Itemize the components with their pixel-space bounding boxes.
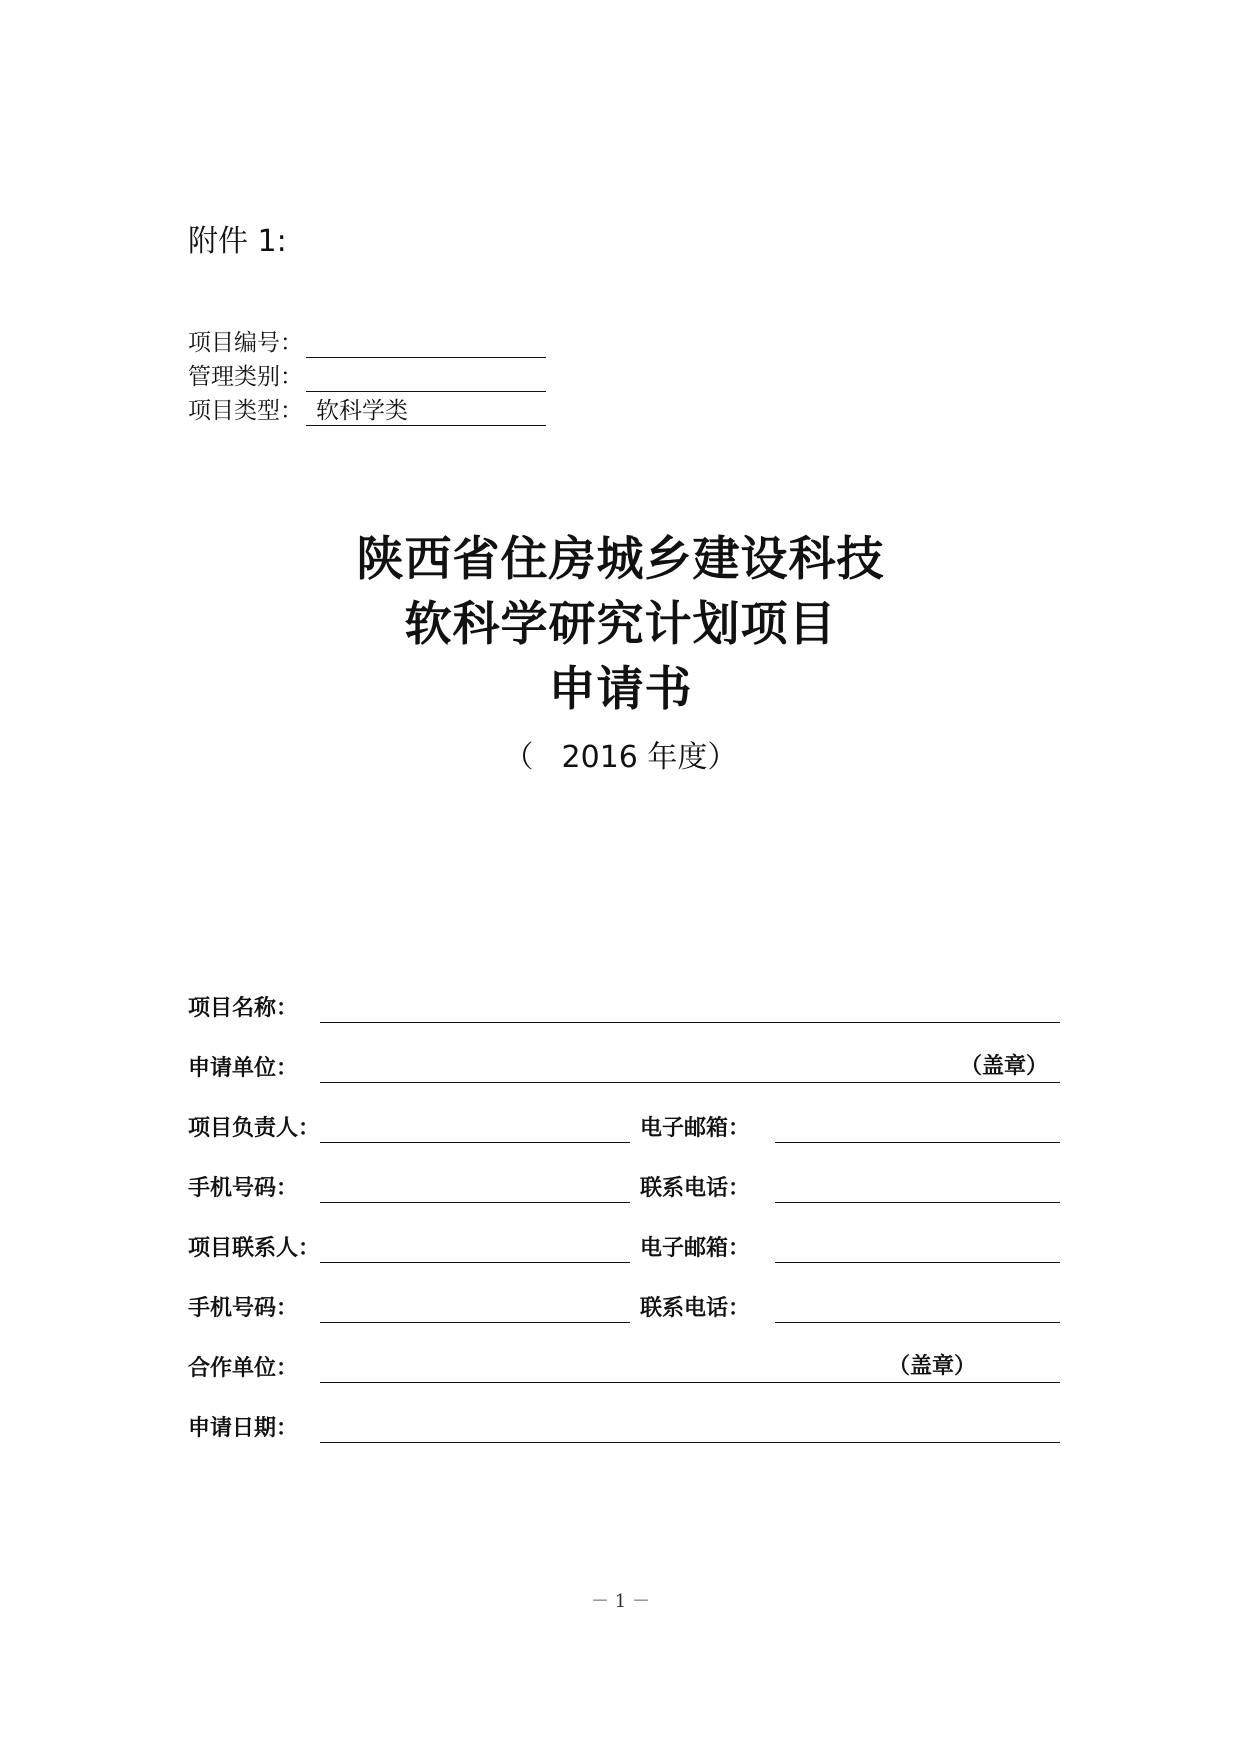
leader-phone-field[interactable]	[775, 1202, 1060, 1203]
attachment-label: 附件 1:	[188, 224, 287, 259]
year-line	[0, 738, 1241, 778]
project-contact-label: 项目联系人：	[188, 1236, 321, 1261]
applicant-unit-label: 申请单位：	[188, 1056, 299, 1081]
contact-email-field[interactable]	[775, 1262, 1060, 1263]
application-date-field[interactable]	[320, 1442, 1060, 1443]
project-number-label: 项目编号：	[188, 330, 303, 356]
leader-mobile-field[interactable]	[320, 1202, 630, 1203]
project-type-row	[188, 394, 546, 426]
management-category-label: 管理类别：	[188, 364, 303, 390]
project-name-field[interactable]	[320, 1022, 1060, 1023]
project-number-row	[188, 326, 546, 358]
cooperating-unit-field[interactable]	[320, 1382, 1060, 1383]
year-open-paren: （	[503, 740, 534, 775]
management-category-row	[188, 360, 546, 392]
year-text: 2016 年度）	[561, 740, 738, 775]
leader-mobile-label: 手机号码：	[188, 1176, 299, 1201]
title-line-1: 陕西省住房城乡建设科技	[356, 532, 885, 587]
cooperating-unit-label: 合作单位：	[188, 1356, 299, 1381]
cooperating-unit-seal: （盖章）	[888, 1354, 977, 1379]
applicant-unit-field[interactable]	[320, 1082, 1060, 1083]
project-type-field[interactable]: 软科学类	[306, 396, 546, 426]
contact-email-label: 电子邮箱：	[640, 1236, 751, 1261]
management-category-field[interactable]	[306, 362, 546, 392]
contact-phone-field[interactable]	[775, 1322, 1060, 1323]
leader-phone-label: 联系电话：	[640, 1176, 751, 1201]
leader-email-label: 电子邮箱：	[640, 1116, 751, 1141]
project-leader-field[interactable]	[320, 1142, 630, 1143]
contact-mobile-label: 手机号码：	[188, 1296, 299, 1321]
project-contact-field[interactable]	[320, 1262, 630, 1263]
project-type-label: 项目类型：	[188, 398, 303, 424]
contact-phone-label: 联系电话：	[640, 1296, 751, 1321]
contact-mobile-field[interactable]	[320, 1322, 630, 1323]
applicant-unit-seal: （盖章）	[960, 1054, 1049, 1079]
leader-email-field[interactable]	[775, 1142, 1060, 1143]
project-name-label: 项目名称：	[188, 996, 299, 1021]
page-number: － 1 －	[591, 1591, 650, 1612]
project-number-field[interactable]	[306, 328, 546, 358]
application-date-label: 申请日期：	[188, 1416, 299, 1441]
title-line-3: 申请书	[548, 662, 693, 717]
title-line-2: 软科学研究计划项目	[404, 597, 837, 652]
project-leader-label: 项目负责人：	[188, 1116, 321, 1141]
